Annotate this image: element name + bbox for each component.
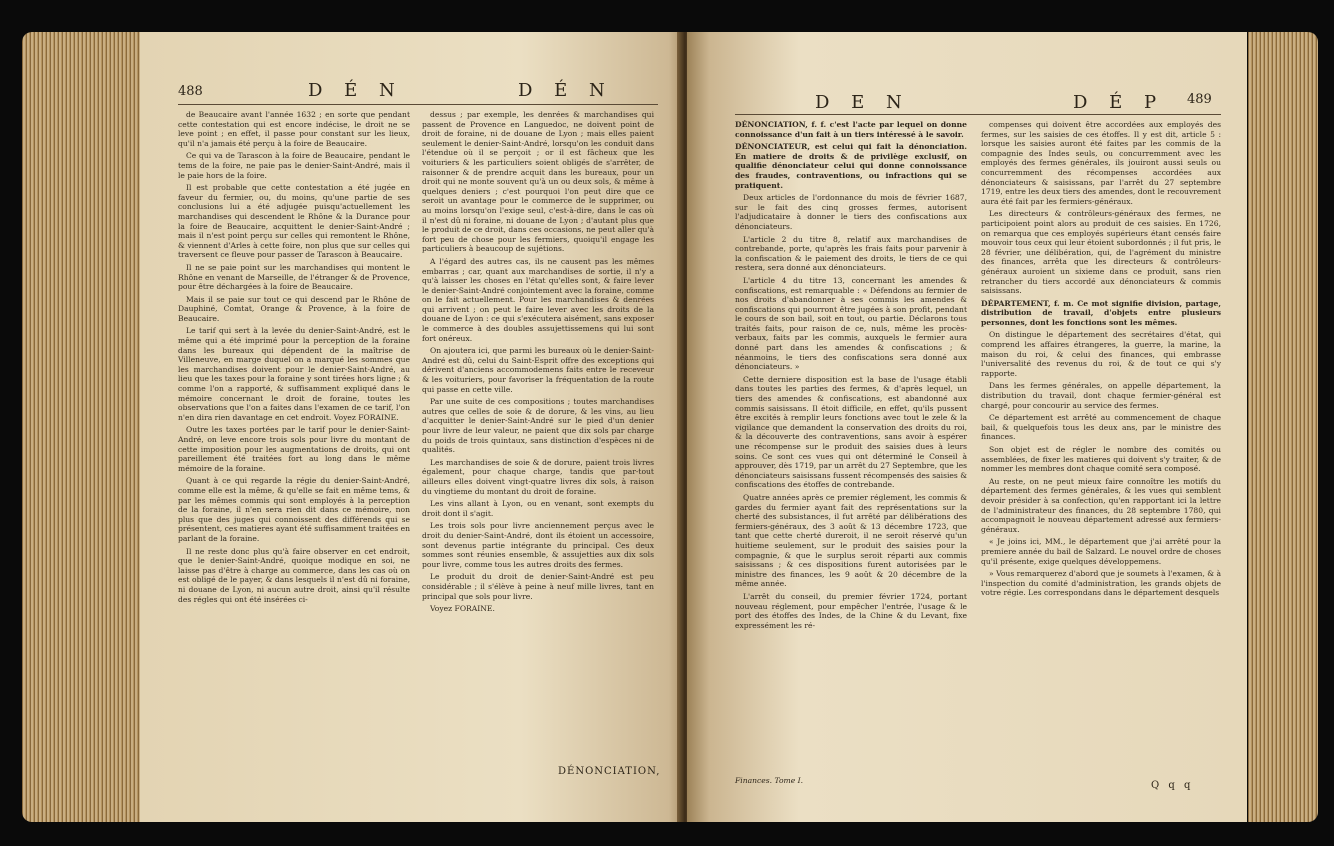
paragraph: Il est probable que cette contestation a été jugée en faveur du fermier, ou, du moins, qu'une partie de ses conclusions lui a été adjugée puisqu'actuellement les marchandises qui descendent le Rhône & la Durance pour la foire de Beaucaire, acquittent le denier-Saint-André ; mais il n'est point perçu sur celles qui remontent le Rhône, & viennent d'Arles à cette foire, non plus que sur celles qui traversent ce fleuve pour passer de Tarascon à Beaucaire. — [178, 183, 410, 260]
paragraph: Il ne reste donc plus qu'à faire observer en cet endroit, que le denier-Saint-André, quoique modique en soi, ne laisse pas d'être à charge au commerce, dans les cas où on est obligé de le payer, & dans lesquels il n'est dû ni foraine, ni douane de Lyon, ni aucun autre droit, ainsi qu'il résulte des régles qui ont été insérées ci- — [178, 546, 410, 604]
paragraph: A l'égard des autres cas, ils ne causent pas les mêmes embarras ; car, quant aux marchandises de sortie, il n'y a qu'à laisser les choses en l'état qu'elles sont, & faire lever le denier-Saint-André conjointement avec la foraine, comme on le fait actuellement. Pour les marchandises & denrées qui arrivent ; on peut le faire lever avec les droits de la douane de Lyon : ce qui s'exécutera aisément, sans exposer le commerce à des doubles assujettissemens qui lui sont fort onéreux. — [422, 256, 654, 343]
paragraph: DÉNONCIATION, f. f. c'est l'acte par lequel on donne connoissance d'un fait à un tiers intéressé à le savoir. — [735, 120, 967, 139]
left-column-1 — [178, 110, 410, 810]
paragraph: dessus ; par exemple, les denrées & marchandises qui passent de Provence en Languedoc, ne doivent point de droit de foraine, ni de douane de Lyon ; mais elles paient seulement le denier-Saint-André, lorsqu'on les conduit dans l'étendue où il se perçoit ; or il est fâcheux que les voituriers & les particuliers soient obligés de s'arrêter, de raisonner & de prendre acquit dans les bureaux, pour un droit qui ne monte souvent qu'à un ou deux sols, & même à quelques deniers ; c'est pourquoi l'on peut dire que ce seroit un avantage pour le commerce de le supprimer, ou au moins lorsqu'on l'exige seul, c'est-à-dire, dans le cas où il n'est dû ni foraine, ni douane de Lyon ; d'autant plus que le produit de ce droit, dans ces occasions, ne peut aller qu'à fort peu de chose pour les fermiers, quoiqu'il engage les particuliers à beaucoup de sujétions. — [422, 110, 654, 254]
right-column-1 — [735, 120, 967, 775]
paragraph: Voyez FORAINE. — [430, 604, 495, 614]
right-head-rule — [735, 114, 1221, 115]
right-running-head-2: D É P — [1073, 92, 1165, 113]
paragraph: Les marchandises de soie & de dorure, paient trois livres également, pour chaque charge, tandis que par-tout ailleurs elles doivent vingt-quatre livres dix sols, à raison du vingtieme du montant du droit de foraine. — [422, 457, 654, 496]
paragraph: Par une suite de ces compositions ; toutes marchandises autres que celles de soie & de dorure, & les vins, au lieu d'acquitter le denier-Saint-André sur le pied d'un denier pour livre de leur valeur, ne paient que dix sols par charge du poids de trois quintaux, sans distinction d'espèces ni de qualités. — [422, 397, 654, 455]
paragraph: Deux articles de l'ordonnance du mois de février 1687, sur le fait des cinq grosses fermes, autorisent l'adjudicataire à donner le tiers des confiscations aux dénonciateurs. — [735, 193, 967, 231]
paragraph: Ce qui va de Tarascon à la foire de Beaucaire, pendant le tems de la foire, ne paie pas le denier-Saint-André, mais il le paie hors de la foire. — [178, 151, 410, 180]
paragraph: Au reste, on ne peut mieux faire connoître les motifs du département des fermes générales, & les vues qui semblent devoir présider à sa confection, qu'en rapportant ici la lettre de l'administrateur des finances, du 28 septembre 1780, qui accompagnoit le nouveau département adressé aux fermiers-généraux. — [981, 476, 1221, 534]
paragraph: Le produit du droit de denier-Saint-André est peu considérable ; il s'élève à peine à neuf mille livres, tant en principal que sols pour livre. — [422, 572, 654, 601]
right-column-2 — [981, 120, 1221, 780]
paragraph: Ce département est arrêté au commencement de chaque bail, & quelquefois tous les deux ans, par le ministre des finances. — [981, 413, 1221, 442]
paragraph: Le tarif qui sert à la levée du denier-Saint-André, est le même qui a été imprimé pour la perception de la foraine dans les bureaux qui dépendent de la maîtrise de Villeneuve, en marge duquel on a marqué les sommes que les marchandises doivent pour le denier-Saint-André, au lieu que les taxes pour la foraine y sont tirées hors ligne ; & comme l'on a rapporté, & suffisamment expliqué dans le mémoire concernant le droit de foraine, toutes les observations que l'on a faites dans l'examen de ce tarif, l'on n'en dira rien davantage en cet endroit. Voyez FORAINE. — [178, 326, 410, 422]
left-column-2 — [422, 110, 654, 760]
paragraph: L'article 2 du titre 8, relatif aux marchandises de contrebande, porte, qu'après les frais faits pour parvenir à la confiscation & le paiement des droits, le tiers de ce qui restera, sera donné aux dénonciateurs. — [735, 234, 967, 273]
paragraph: Mais il se paie sur tout ce qui descend par le Rhône de Dauphiné, Comtat, Orange & Provence, à la foire de Beaucaire. — [178, 294, 410, 323]
paragraph: compenses qui doivent être accordées aux employés des fermes, sur les saisies de ces étoffes. Il y est dit, article 5 : lorsque les saisies auront été faites par les commis de la compagnie des Indes seuls, ou concurremment avec les employés des fermes générales, ils jouiront aussi seuls ou concurremment des récompenses accordées aux dénonciateurs & saisissans, par l'arrêt du 27 septembre 1719, entre les deux tiers des amendes, dont le recouvrement aura été fait par les fermiers-généraux. — [981, 120, 1221, 206]
paragraph: Quant à ce qui regarde la régie du denier-Saint-André, comme elle est la même, & qu'elle se fait en même tems, & par les mêmes commis qui sont employés à la perception de la foraine, il n'en sera rien dit dans ce mémoire, non plus que des juges qui connoissent des différends qui se présentent, ces matieres ayant été suffisamment traitées en parlant de la foraine. — [178, 476, 410, 543]
left-running-head-1: D É N — [308, 80, 403, 101]
paragraph: On distingue le département des secrétaires d'état, qui comprend les affaires étrangeres, la guerre, la marine, la maison du roi, & celui des finances, qui embrasse l'universalité des revenus du roi, & de tout ce qui s'y rapporte. — [981, 330, 1221, 378]
catchword: DÉNONCIATION, — [558, 766, 661, 777]
left-page — [140, 32, 685, 822]
paragraph: de Beaucaire avant l'année 1632 ; en sorte que pendant cette contestation qui est encore indécise, le droit ne se leve point ; en effet, il passe pour constant sur les lieux, qu'il n'a jamais été perçu à la foire de Beaucaire. — [178, 110, 410, 148]
right-running-head-1: D E N — [815, 92, 910, 113]
paragraph: Les trois sols pour livre anciennement perçus avec le droit du denier-Saint-André, dont ils étoient un accessoire, sont devenus partie intégrante du principal. Ces deux sommes sont réunies ensemble, & assujetties aux dix sols pour livre, comme tous les autres droits des fermes. — [422, 521, 654, 569]
paragraph: » Vous remarquerez d'abord que je soumets à l'examen, & à l'inspection du comité d'administration, les grands objets de votre régie. Les correspondans dans le département desquels — [981, 569, 1221, 598]
open-book — [22, 14, 1318, 834]
paragraph: Quatre années après ce premier réglement, les commis & gardes du fermier ayant fait des représentations sur la cherté des subsistances, il fut arrêté par délibérations des fermiers-généraux, des 3 août & 13 décembre 1723, que tant que cette cherté dureroit, il ne seroit réservé qu'un huitieme seulement, sur le produit des saisies pour la compagnie, & que le surplus seroit réparti aux commis saisissans ; & ces dispositions furent autorisées par le ministre des finances, les 9 août & 20 décembre de la même année. — [735, 492, 967, 589]
paragraph: L'arrêt du conseil, du premier février 1724, portant nouveau réglement, pour empêcher l'entrée, l'usage & le port des étoffes des Indes, de la Chine & du Levant, fixe expressément les ré- — [735, 591, 967, 630]
paragraph: Il ne se paie point sur les marchandises qui montent le Rhône en venant de Marseille, de l'étranger & de Provence, pour être déchargées à la foire de Beaucaire. — [178, 262, 410, 292]
paragraph: « Je joins ici, MM., le département que j'ai arrêté pour la premiere année du bail de Salzard. Le nouvel ordre de choses qu'il présente, exige quelques développemens. — [981, 537, 1221, 566]
paragraph: Les vins allant à Lyon, ou en venant, sont exempts du droit dont il s'agit. — [422, 499, 654, 518]
paragraph: DÉNONCIATEUR, est celui qui fait la dénonciation. En matiere de droits & de privilège exclusif, on qualifie dénonciateur celui qui donne connoissance des fraudes, contraventions, ou infractions qui se pratiquent. — [735, 142, 967, 190]
right-page-edges — [1248, 32, 1318, 822]
paragraph: Dans les fermes générales, on appelle département, la distribution du travail, dont chaque fermier-général est chargé, pour concourir au service des fermes. — [981, 381, 1221, 410]
paragraph: Cette derniere disposition est la base de l'usage établi dans toutes les parties des fermes, & d'après lequel, un tiers des amendes & confiscations, est abandonné aux commis saisissans. Il étoit difficile, en effet, qu'ils pussent être excités à remplir leurs fonctions avec tout le zele & la vigilance que demandent la conservation des droits du roi, & la découverte des contraventions, sans avoir à espérer une récompense sur le produit des saisies dues à leurs soins. Ce sont ces vues qui ont déterminé le Conseil à approuver, dès 1719, par un arrêt du 27 Septembre, que les dénonciateurs saisissans fussent récompensés des saisies & confiscations des étoffes de contrebande. — [735, 374, 967, 490]
paragraph: On ajoutera ici, que parmi les bureaux où le denier-Saint-André est dû, celui du Saint-Esprit offre des exceptions qui dérivent d'anciens accommodemens faits entre le receveur & les voituriers, pour favoriser la fréquentation de la route qui passe en cette ville. — [422, 346, 654, 394]
paragraph: Les directeurs & contrôleurs-généraux des fermes, ne participoient point alors au produit de ces saisies. En 1726, on remarqua que ces employés supérieurs étant censés faire mouvoir tous ceux qui leur étoient subordonnés ; il fut pris, le 28 février, une délibération, qui, de l'agrément du ministre des finances, arrêta que les directeurs & contrôleurs-généraux auroient un sixieme dans ce produit, sans rien retrancher du tiers accordé aux dénonciateurs & commis saisissans. — [981, 209, 1221, 296]
left-page-edges — [22, 32, 142, 822]
left-head-rule — [178, 104, 658, 105]
paragraph: Son objet est de régler le nombre des comités ou assemblées, de fixer les matieres qui doivent s'y traiter, & de nommer les membres dont chaque comité sera composé. — [981, 445, 1221, 474]
signature-mark: Q q q — [1151, 780, 1194, 791]
paragraph: L'article 4 du titre 13, concernant les amendes & confiscations, est remarquable : « Défendons au fermier de nos droits d'abandonner à ses commis les amendes & confiscations qui pourront être jugées à son profit, pendant le cours de son bail, soit en tout, ou partie. Déclarons tous traités faits, pour raison de ce, nuls, même les procès-verbaux, faits par les commis, auxquels le fermier aura donné part dans les amendes & confiscations ; & néanmoins, le tiers des confiscations sera donné aux dénonciateurs. » — [735, 275, 967, 372]
right-page — [687, 32, 1247, 822]
left-running-head-2: D É N — [518, 80, 613, 101]
left-page-number: 488 — [178, 84, 203, 99]
footer-note: Finances. Tome I. — [735, 776, 804, 785]
paragraph: DÉPARTEMENT, f. m. Ce mot signifie division, partage, distribution de travail, d'objets entre plusieurs personnes, dont les fonctions sont les mêmes. — [981, 298, 1221, 327]
paragraph: Outre les taxes portées par le tarif pour le denier-Saint-André, on leve encore trois sols pour livre du montant de cette imposition pour les augmentations de droits, qui ont pareillement été traitées fort au long dans le même mémoire de la foraine. — [178, 425, 410, 473]
right-page-number: 489 — [1187, 92, 1212, 107]
